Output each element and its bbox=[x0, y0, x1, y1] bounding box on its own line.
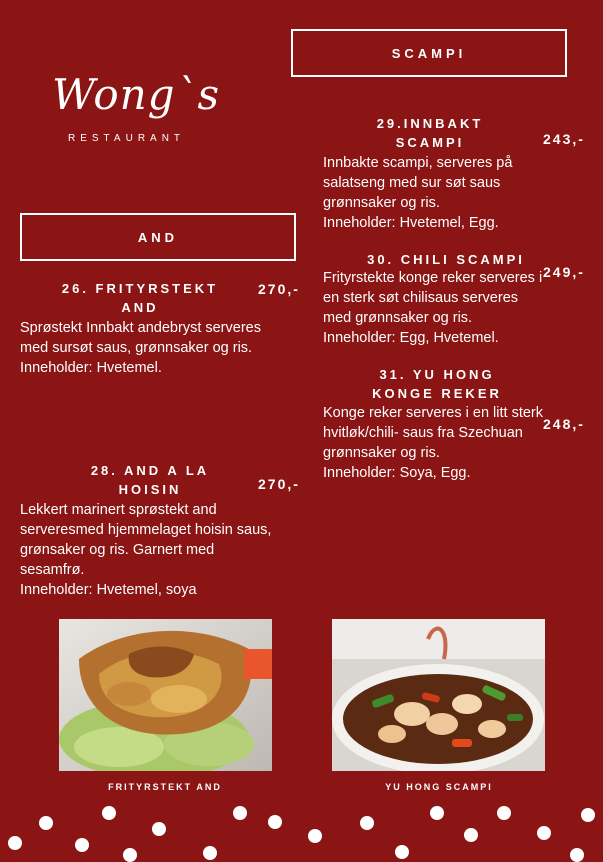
dish-description: Sprøstekt Innbakt andebryst serveres med sursøt saus, grønnsaker og ris. Inneholder: Hvetemel. bbox=[20, 320, 261, 376]
section-header-and: AND bbox=[20, 213, 296, 261]
restaurant-logo-subtitle: RESTAURANT bbox=[68, 133, 186, 144]
dish-price: 248,- bbox=[543, 416, 585, 432]
dish-title: 31. YU HONG KONGE REKER bbox=[372, 367, 502, 401]
dish-description: Frityrstekte konge reker serveres i en sterk søt chilisaus serveres med grønnsaker og ris. Inneholder: Egg, Hvetemel. bbox=[323, 270, 543, 346]
dish-price: 270,- bbox=[258, 476, 300, 492]
photo-caption: FRITYRSTEKT AND bbox=[108, 782, 222, 792]
dish-price: 243,- bbox=[543, 131, 585, 147]
dish-title: 29.INNBAKT SCAMPI bbox=[376, 116, 484, 150]
fried-duck-photo bbox=[59, 619, 272, 771]
section-header-scampi: SCAMPI bbox=[291, 29, 567, 77]
dish-description: Konge reker serveres i en litt sterk hvitløk/chili- saus fra Szechuan grønnsaker og ris. Inneholder: Soya, Egg. bbox=[323, 405, 544, 481]
restaurant-logo: Wong`s bbox=[52, 70, 221, 119]
dish-title: 26. FRITYRSTEKT AND bbox=[61, 281, 219, 315]
dish-price: 270,- bbox=[258, 281, 300, 297]
dish-title: 28. AND A LA HOISIN bbox=[90, 463, 210, 497]
dish-description: Lekkert marinert sprøstekt and serveresmed hjemmelaget hoisin saus, grønsaker og ris. Garnert med sesamfrø. Inneholder: Hvetemel, soya bbox=[20, 502, 272, 598]
yu-hong-scampi-photo bbox=[332, 619, 545, 771]
photo-caption: YU HONG SCAMPI bbox=[385, 782, 493, 792]
dish-price: 249,- bbox=[543, 264, 585, 280]
dish-description: Innbakte scampi, serveres på salatseng med sur søt saus grønnsaker og ris. Inneholder: Hvetemel, Egg. bbox=[323, 155, 513, 231]
dish-title: 30. CHILI SCAMPI bbox=[367, 252, 525, 267]
